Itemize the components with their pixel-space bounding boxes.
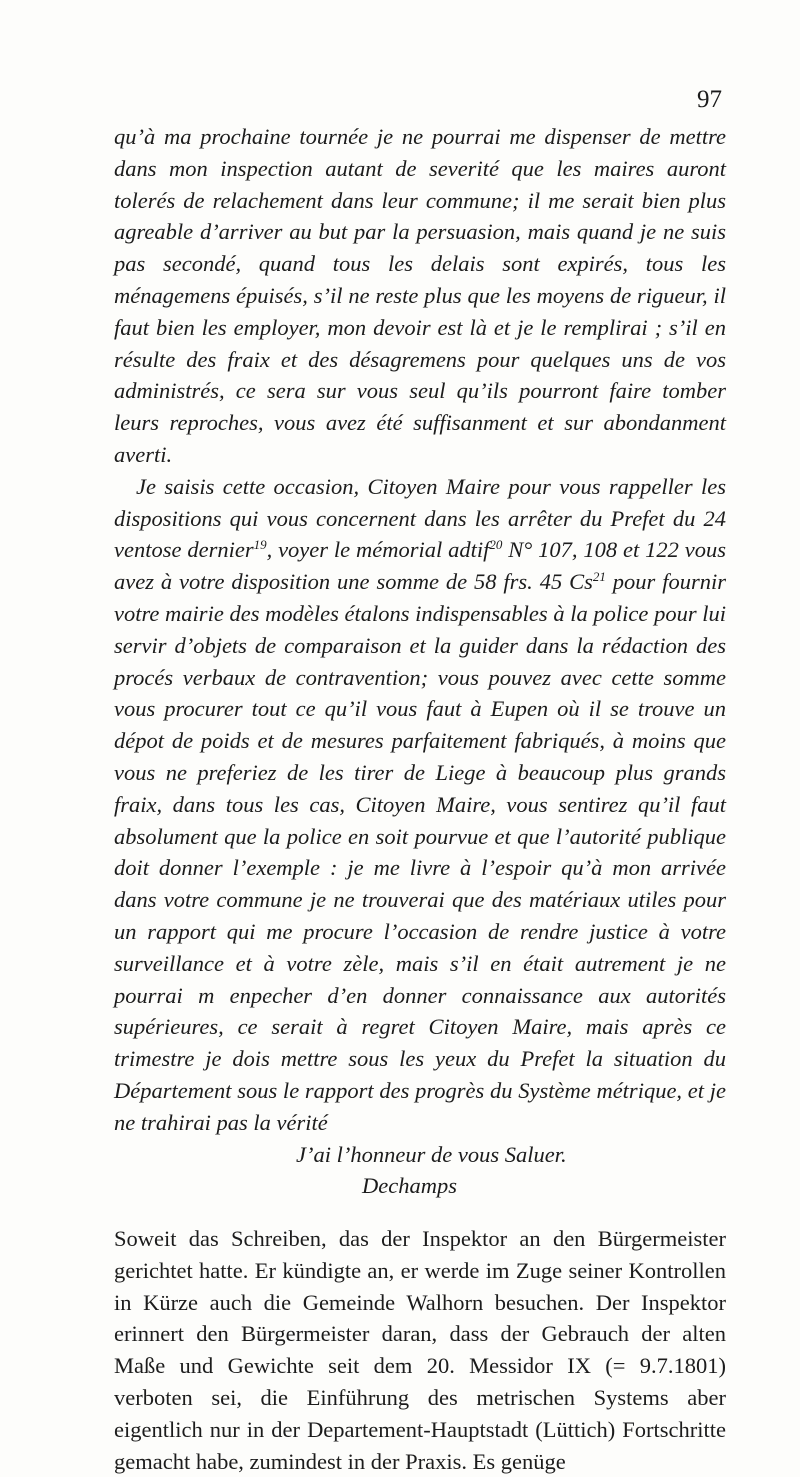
- letter-paragraph-1: qu’à ma prochaine tournée je ne pourrai me dispenser de mettre dans mon inspection autant de severité que les maires auront tolerés de relachement dans leur commune; il me serait bien plus agreable d’arriver au but par la persuasion, mais quand je ne suis pas secondé, quand tous les delais sont expirés, tous les ménagemens épuisés, s’il ne reste plus que les moyens de rigueur, il faut bien les employer, mon devoir est là et je le remplirai ; s’il en résulte des fraix et des désagremens pour quelques uns de vos administrés, ce sera sur vous seul qu’ils pourront faire tomber leurs reproches, vous avez été suffisanment et sur abondanment averti.: [114, 124, 726, 467]
- footnote-ref-21: 21: [592, 569, 606, 585]
- commentary-paragraph: Soweit das Schreiben, das der Inspektor an den Bürgermeister gerichtet hatte. Er kündigte an, er werde im Zuge seiner Kontrollen in Kürze auch die Gemeinde Walhorn besuchen. Der Inspektor erinnert den Bürgermeister daran, dass der Gebrauch der alten Maße und Gewichte seit dem 20. Messidor IX (= 9.7.1801) verboten sei, die Einführung des metrischen Systems aber eigentlich nur in der Departement-Hauptstadt (Lüttich) Fortschritte gemacht habe, zumindest in der Praxis. Es genüge: [114, 1226, 726, 1474]
- footnote-ref-19: 19: [253, 537, 267, 553]
- letter-paragraph-2-part-4: pour fournir votre mairie des modèles étalons indispensables à la police pour lui servir d’objets de comparaison et la guider dans la rédaction des procés verbaux de contravention; vous pouvez avec cette somme vous procurer tout ce qu’il vous faut à Eupen où il se trouve un dépot de poids et de mesures parfaitement fabriqués, à moins que vous ne preferiez de les tirer de Liege à beaucoup plus grands fraix, dans tous les cas, Citoyen Maire, vous sentirez qu’il faut absolument que la police en soit pourvue et que l’autorité publique doit donner l’exemple : je me livre à l’espoir qu’à mon arrivée dans votre commune je ne trouverai que des matériaux utiles pour un rapport qui me procure l’occasion de rendre justice à votre surveillance et à votre zèle, mais s’il en était autrement je ne pourrai m enpecher d’en donner connaissance aux autorités supérieures, ce serait à regret Citoyen Maire, mais après ce trimestre je dois mettre sous les yeux du Prefet la situation du Département sous le rapport des progrès du Système métrique, et je ne trahirai pas la vérité: [114, 569, 726, 1135]
- letter-paragraph-2: [114, 471, 726, 1139]
- letter-paragraph-2-part-1: Je saisis cette occasion, Citoyen Maire pour vous rappeller les dispositions qui vous concernent dans les arrêter du Prefet du 24 ventose dernier: [114, 473, 726, 563]
- letter-salutation: J’ai l’honneur de vous Saluer.: [296, 1141, 567, 1167]
- commentary-section: [114, 1223, 726, 1477]
- letter-paragraph-2-part-2: , voyer le mémorial adtif: [266, 537, 490, 563]
- letter-signature: Dechamps: [362, 1173, 457, 1199]
- letter-paragraph-2-part-3: N° 107, 108 et 122 vous avez à votre disposition une somme de 58 frs. 45 Cs: [114, 537, 726, 595]
- quoted-letter: [114, 121, 726, 1202]
- footnote-ref-20: 20: [489, 537, 503, 553]
- page-number: 97: [697, 86, 722, 113]
- body-text: [114, 121, 726, 1477]
